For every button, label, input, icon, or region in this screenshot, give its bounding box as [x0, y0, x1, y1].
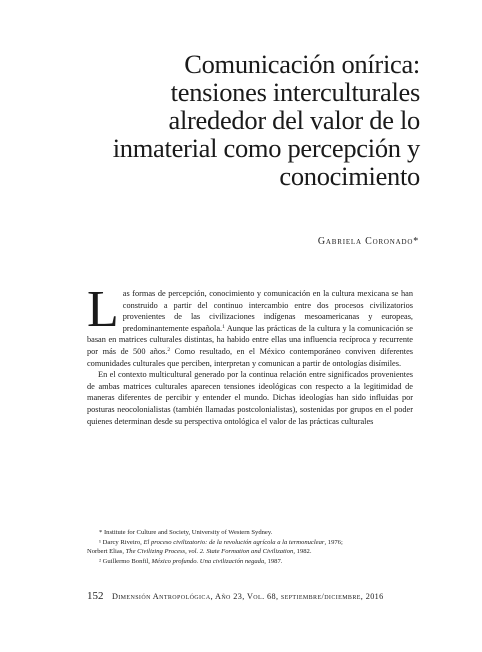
paragraph-1-text-c: Como resultado, en el México contemporáneo conviven diferentes comunidades culturales que perciben, interpretan y comunican a partir de ontologías disímiles. [87, 346, 414, 368]
footnote-2 [87, 557, 417, 567]
footnote-ref-1[interactable]: 1 [222, 323, 225, 330]
footnote-1 [87, 538, 417, 548]
title-line-5: conocimiento [279, 161, 420, 191]
footnote-1-work: El proceso civilizatorio: de la revolución agrícola a la termonuclear [143, 538, 325, 546]
drop-cap: L [87, 281, 119, 338]
footnote-1-year: , 1976; [324, 538, 343, 546]
page-footer [87, 590, 427, 602]
footnote-1-continued [87, 547, 417, 557]
title-line-1: Comunicación onírica: [184, 49, 420, 79]
journal-info: Dimensión Antropológica, Año 23, Vol. 68, septiembre/diciembre, 2016 [111, 592, 384, 601]
footnote-1-author: ¹ Darcy Riveiro, [99, 538, 144, 546]
footnotes [87, 528, 417, 566]
paragraph-1-text-a: as formas de percepción, conocimiento y comunicación en la cultura mexicana se han construido a partir del continuo intercambio entre dos procesos civilizatorios provenientes de las civilizaciones indígenas mesoamericanas y europeas, predominantemente española. [122, 289, 413, 333]
title-line-2: tensiones interculturales [170, 77, 420, 107]
footnote-1b-author: Norbert Elias, [87, 548, 126, 556]
footnote-2-year: , 1987. [264, 557, 283, 565]
author-name: Gabriela Coronado* [317, 236, 419, 247]
footnote-ref-2[interactable]: 2 [167, 346, 171, 353]
article-body [87, 281, 414, 427]
paragraph-1-text-b: Aunque las prácticas de la cultura y la comunicación se basan en matrices culturales distintas, ha habido entre ellas una influencia recíproca y recurrente por más de 500 años. [87, 323, 413, 356]
footnote-1b-work: The Civilizing Process, vol. 2. State Formation and Civilization [125, 548, 294, 556]
page-number: 152 [87, 590, 104, 602]
title-line-4: inmaterial como percepción y [112, 133, 420, 163]
paragraph-2: En el contexto multicultural generado por la continua relación entre significados provenientes de ambas matrices culturales aparecen tensiones ideológicas con respecto a la legitimidad de maneras diferentes de percibir y entender el mundo. Dichas ideologías han sido influidas por posturas neocolonialistas (también llamadas postcolonialistas), sostenidas por grupos en el poder quienes determinan desde su perspectiva ontológica el valor de las prácticas culturales [87, 370, 413, 426]
paragraph-1 [87, 281, 414, 369]
article-title [60, 50, 420, 190]
footnote-2-author: ² Guillermo Bonfil, [99, 557, 152, 565]
footnote-1b-year: , 1982. [293, 548, 312, 556]
title-line-3: alrededor del valor de lo [168, 105, 420, 135]
footnote-2-work: México profundo. Una civilización negada [151, 557, 265, 565]
footnote-star: * Institute for Culture and Society, University of Western Sydney. [99, 529, 273, 536]
